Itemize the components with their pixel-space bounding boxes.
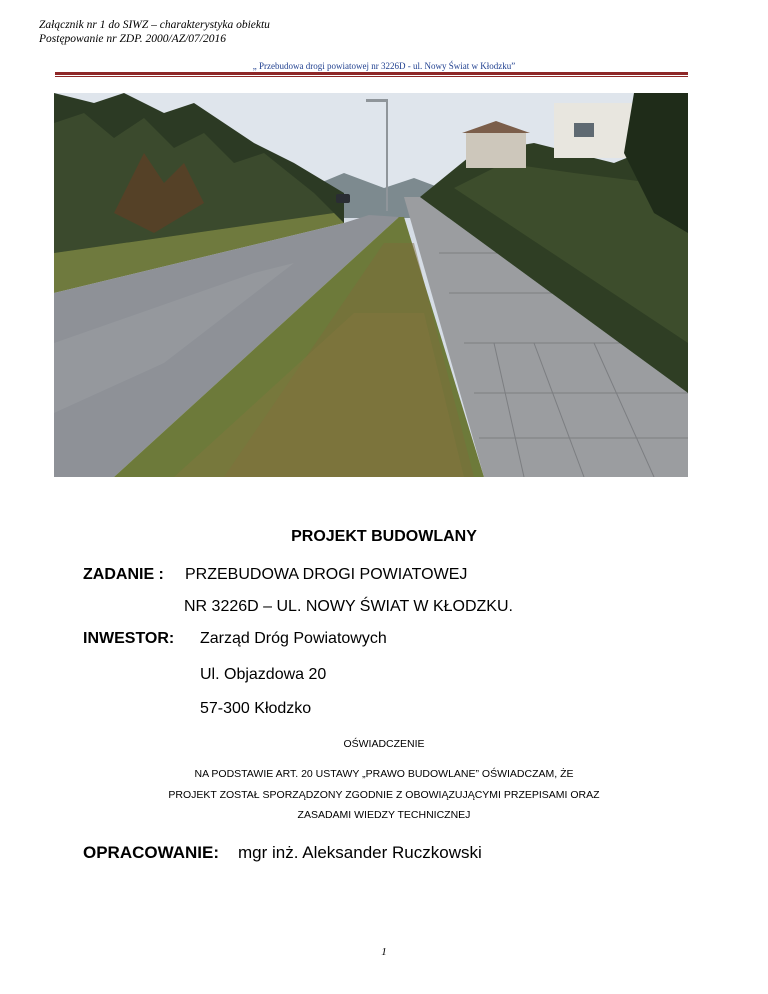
inwestor-street: Ul. Objazdowa 20 <box>200 666 327 683</box>
declaration-line-3: ZASADAMI WIEDZY TECHNICZNEJ <box>297 809 471 821</box>
document-subtitle: „ Przebudowa drogi powiatowej nr 3226D - ul. Nowy Świat w Kłodzku” <box>252 61 516 71</box>
zadanie-label: ZADANIE : <box>83 566 164 583</box>
header-rule <box>55 72 688 75</box>
declaration-heading: OŚWIADCZENIE <box>343 738 425 750</box>
declaration-line-1: NA PODSTAWIE ART. 20 USTAWY „PRAWO BUDOWLANE” OŚWIADCZAM, ŻE <box>194 768 574 780</box>
header-line-1: Załącznik nr 1 do SIWZ – charakterystyka obiektu <box>39 19 270 31</box>
header-rule-thin <box>55 76 688 77</box>
page-number: 1 <box>381 946 387 958</box>
header-line-2: Postępowanie nr ZDP. 2000/AZ/07/2016 <box>39 33 226 45</box>
road-photo <box>54 93 688 477</box>
opracowanie-label: OPRACOWANIE: <box>83 843 219 862</box>
opracowanie-author: mgr inż. Aleksander Ruczkowski <box>238 843 482 862</box>
declaration-line-2: PROJEKT ZOSTAŁ SPORZĄDZONY ZGODNIE Z OBOWIĄZUJĄCYMI PRZEPISAMI ORAZ <box>168 789 600 801</box>
inwestor-label: INWESTOR: <box>83 630 175 647</box>
inwestor-name: Zarząd Dróg Powiatowych <box>200 630 387 647</box>
inwestor-city: 57-300 Kłodzko <box>200 700 312 717</box>
document-title: PROJEKT BUDOWLANY <box>291 528 477 545</box>
zadanie-line-1: PRZEBUDOWA DROGI POWIATOWEJ <box>185 566 468 583</box>
zadanie-line-2: NR 3226D – UL. NOWY ŚWIAT W KŁODZKU. <box>184 598 513 615</box>
